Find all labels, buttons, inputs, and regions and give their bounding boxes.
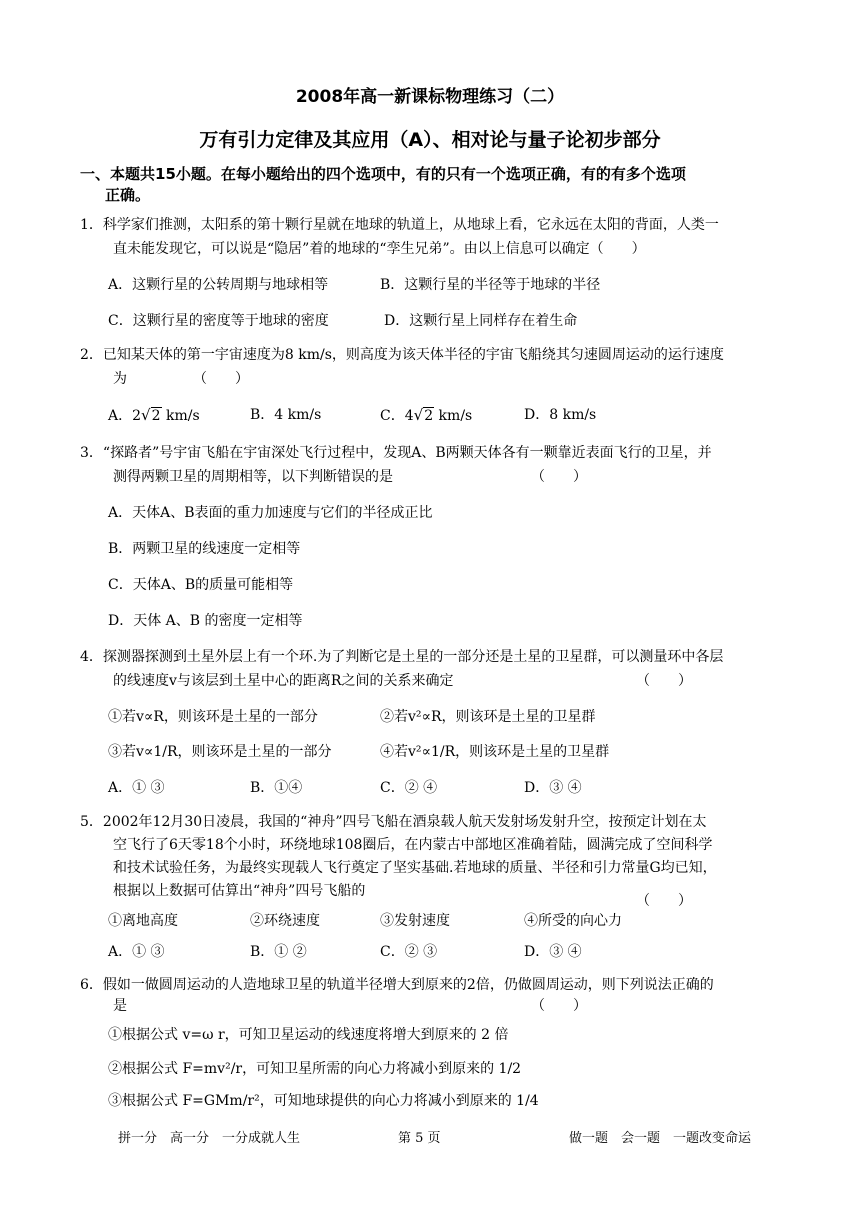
q5-statement-4: ④所受的向心力 (524, 913, 622, 929)
q2-option-a-prefix: A．2 (108, 408, 142, 424)
q2-option-a (108, 406, 200, 425)
q5-stem-cont-2: 和技术试验任务，为最终实现载人飞行奠定了坚实基础.若地球的质量、半径和引力常量G均已知， (113, 860, 717, 876)
sqrt-symbol: √2 (141, 406, 161, 424)
page-subtitle: 万有引力定律及其应用（A）、相对论与量子论初步部分 (199, 129, 661, 151)
q4-option-a: A．① ③ (108, 780, 165, 796)
q1-option-b: B．这颗行星的半径等于地球的半径 (380, 277, 601, 293)
q6-stem: 6．假如一做圆周运动的人造地球卫星的轨道半径增大到原来的2倍，仍做圆周运动，则下列说法正确的 (80, 977, 714, 993)
q2-option-a-radicand: 2 (151, 408, 161, 424)
q1-option-a: A．这颗行星的公转周期与地球相等 (108, 277, 329, 293)
q5-option-c: C．② ③ (380, 944, 438, 960)
q5-statement-1: ①离地高度 (108, 913, 178, 929)
q3-option-d: D．天体 A、B 的密度一定相等 (108, 613, 303, 629)
q4-answer-paren: （ ） (636, 673, 692, 689)
q2-option-b: B．4 km/s (250, 407, 322, 423)
q5-option-b: B．① ② (250, 944, 307, 960)
q5-option-d: D．③ ④ (524, 944, 582, 960)
q4-option-d: D．③ ④ (524, 780, 582, 796)
q2-answer-paren: （ ） (193, 371, 249, 387)
q1-option-c: C．这颗行星的密度等于地球的密度 (108, 313, 329, 329)
q2-option-a-unit: km/s (161, 408, 200, 424)
q5-stem-cont-3: 根据以上数据可估算出“神舟”四号飞船的 (113, 883, 366, 899)
q4-statement-2: ②若v²∝R，则该环是土星的卫星群 (380, 709, 596, 725)
q2-option-c-radicand: 2 (424, 408, 434, 424)
q6-statement-1: ①根据公式 v=ω r，可知卫星运动的线速度将增大到原来的 2 倍 (108, 1027, 509, 1043)
q2-option-c (380, 406, 472, 425)
section-heading-cont: 正确。 (105, 186, 151, 204)
q3-option-b: B．两颗卫星的线速度一定相等 (108, 541, 301, 557)
q2-option-c-prefix: C．4 (380, 408, 414, 424)
q4-option-b: B．①④ (250, 780, 303, 796)
q3-stem-cont: 测得两颗卫星的周期相等，以下判断错误的是 (113, 469, 393, 485)
footer-right-motto: 做一题 会一题 一题改变命运 (569, 1131, 752, 1146)
q5-statement-3: ③发射速度 (380, 913, 450, 929)
q2-stem: 2．已知某天体的第一宇宙速度为8 km/s，则高度为该天体半径的宇宙飞船绕其匀速圆周运动的运行速度 (80, 347, 724, 363)
q2-option-c-unit: km/s (434, 408, 473, 424)
q5-stem: 5．2002年12月30日凌晨，我国的“神舟”四号飞船在酒泉载人航天发射场发射升空，按预定计划在太 (80, 814, 707, 830)
section-heading: 一、本题共15小题。在每小题给出的四个选项中，有的只有一个选项正确，有的有多个选项 (80, 165, 686, 183)
q4-statement-4: ④若v²∝1/R，则该环是土星的卫星群 (380, 744, 610, 760)
q5-stem-cont-1: 空飞行了6天零18个小时，环绕地球108圈后，在内蒙古中部地区准确着陆，圆满完成了空间科学 (113, 837, 713, 853)
q3-option-c: C．天体A、B的质量可能相等 (108, 577, 294, 593)
q6-stem-cont: 是 (113, 998, 127, 1014)
q6-statement-3: ③根据公式 F=GMm/r²，可知地球提供的向心力将减小到原来的 1/4 (108, 1093, 539, 1109)
q1-stem-cont: 直未能发现它，可以说是“隐居”着的地球的“孪生兄弟”。由以上信息可以确定（ ） (113, 241, 646, 257)
q5-statement-2: ②环绕速度 (250, 913, 320, 929)
q1-option-d: D．这颗行星上同样存在着生命 (384, 313, 578, 329)
q5-answer-paren: （ ） (636, 893, 692, 909)
q4-stem-cont: 的线速度v与该层到土星中心的距离R之间的关系来确定 (113, 673, 454, 689)
q5-option-a: A．① ③ (108, 944, 165, 960)
q2-stem-cont: 为 (113, 371, 127, 387)
q4-option-c: C．② ④ (380, 780, 438, 796)
q3-option-a: A．天体A、B表面的重力加速度与它们的半径成正比 (108, 505, 433, 521)
q4-stem: 4．探测器探测到土星外层上有一个环.为了判断它是土星的一部分还是土星的卫星群，可以测量环中各层 (80, 649, 724, 665)
q1-stem: 1．科学家们推测，太阳系的第十颗行星就在地球的轨道上，从地球上看，它永远在太阳的背面，人类一 (80, 217, 719, 233)
q4-statement-1: ①若v∝R，则该环是土星的一部分 (108, 709, 318, 725)
q6-answer-paren: （ ） (531, 998, 587, 1014)
sqrt-symbol: √2 (413, 406, 434, 424)
q4-statement-3: ③若v∝1/R，则该环是土星的一部分 (108, 744, 332, 760)
page-title: 2008年高一新课标物理练习（二） (295, 87, 565, 107)
q6-statement-2: ②根据公式 F=mv²/r，可知卫星所需的向心力将减小到原来的 1/2 (108, 1061, 522, 1077)
page-number: 第 5 页 (398, 1131, 441, 1146)
footer-left-motto: 拼一分 高一分 一分成就人生 (118, 1131, 301, 1146)
q3-answer-paren: （ ） (531, 469, 587, 485)
q3-stem: 3．“探路者”号宇宙飞船在宇宙深处飞行过程中，发现A、B两颗天体各有一颗靠近表面飞行的卫星，并 (80, 445, 712, 461)
q2-option-d: D．8 km/s (524, 407, 597, 423)
